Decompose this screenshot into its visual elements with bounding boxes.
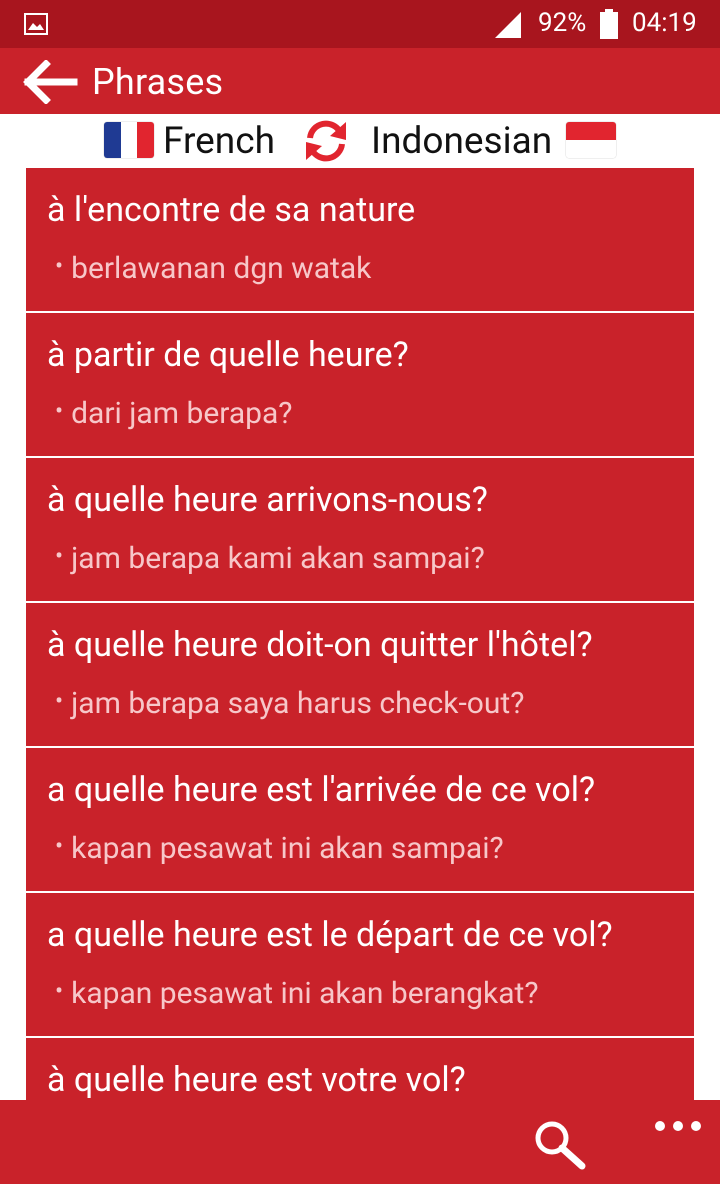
- list-item[interactable]: [26, 893, 694, 1038]
- more-horizontal-icon[interactable]: [650, 1112, 706, 1140]
- phrase-translation-text: jam berapa saya harus check-out?: [71, 686, 525, 721]
- phrase-list[interactable]: [26, 168, 694, 1100]
- bullet-icon: •: [55, 832, 64, 860]
- phrase-translation: [55, 686, 524, 721]
- search-icon[interactable]: [532, 1118, 588, 1170]
- app-bar: [0, 48, 720, 114]
- indonesia-flag-icon[interactable]: [566, 122, 616, 158]
- battery-percent: 92%: [538, 8, 587, 38]
- language-selector: [0, 114, 720, 168]
- phrase-source-text: à quelle heure doit-on quitter l'hôtel?: [47, 625, 593, 665]
- phrase-translation: [55, 541, 485, 576]
- phrase-source-text: à l'encontre de sa nature: [47, 190, 416, 230]
- list-item[interactable]: [26, 313, 694, 458]
- phrase-translation-text: jam berapa kami akan sampai?: [71, 541, 485, 576]
- status-clock: 04:19: [632, 8, 697, 38]
- list-item[interactable]: [26, 458, 694, 603]
- image-notification-icon: [24, 13, 48, 35]
- bullet-icon: •: [55, 977, 64, 1005]
- phrase-source-text: à quelle heure est votre vol?: [47, 1060, 466, 1100]
- phrase-translation-text: kapan pesawat ini akan berangkat?: [71, 976, 539, 1011]
- source-language-label[interactable]: French: [163, 120, 275, 163]
- swap-refresh-icon[interactable]: [302, 118, 350, 164]
- phrase-source-text: a quelle heure est le départ de ce vol?: [47, 915, 613, 955]
- phrase-translation-text: berlawanan dgn watak: [71, 251, 372, 286]
- target-language-label[interactable]: Indonesian: [371, 120, 553, 163]
- phrase-source-text: à partir de quelle heure?: [47, 335, 409, 375]
- phrase-translation-text: kapan pesawat ini akan sampai?: [71, 831, 504, 866]
- phrase-translation: [55, 251, 371, 286]
- phrase-translation-text: dari jam berapa?: [71, 396, 293, 431]
- status-bar: [0, 0, 720, 48]
- page-title: Phrases: [92, 61, 224, 103]
- bottom-toolbar: [0, 1100, 720, 1184]
- arrow-left-icon[interactable]: [22, 60, 78, 104]
- bullet-icon: •: [55, 542, 64, 570]
- france-flag-icon[interactable]: [104, 122, 154, 158]
- bullet-icon: •: [55, 687, 64, 715]
- list-item[interactable]: [26, 168, 694, 313]
- phrase-translation: [55, 831, 504, 866]
- list-item[interactable]: [26, 1038, 694, 1100]
- bullet-icon: •: [55, 397, 64, 425]
- phrase-translation: [55, 396, 293, 431]
- phrase-source-text: à quelle heure arrivons-nous?: [47, 480, 488, 520]
- list-item[interactable]: [26, 603, 694, 748]
- phrase-translation: [55, 976, 539, 1011]
- list-item[interactable]: [26, 748, 694, 893]
- battery-icon: [600, 9, 618, 39]
- cell-signal-icon: [494, 11, 522, 39]
- phrase-source-text: a quelle heure est l'arrivée de ce vol?: [47, 770, 596, 810]
- bullet-icon: •: [55, 252, 64, 280]
